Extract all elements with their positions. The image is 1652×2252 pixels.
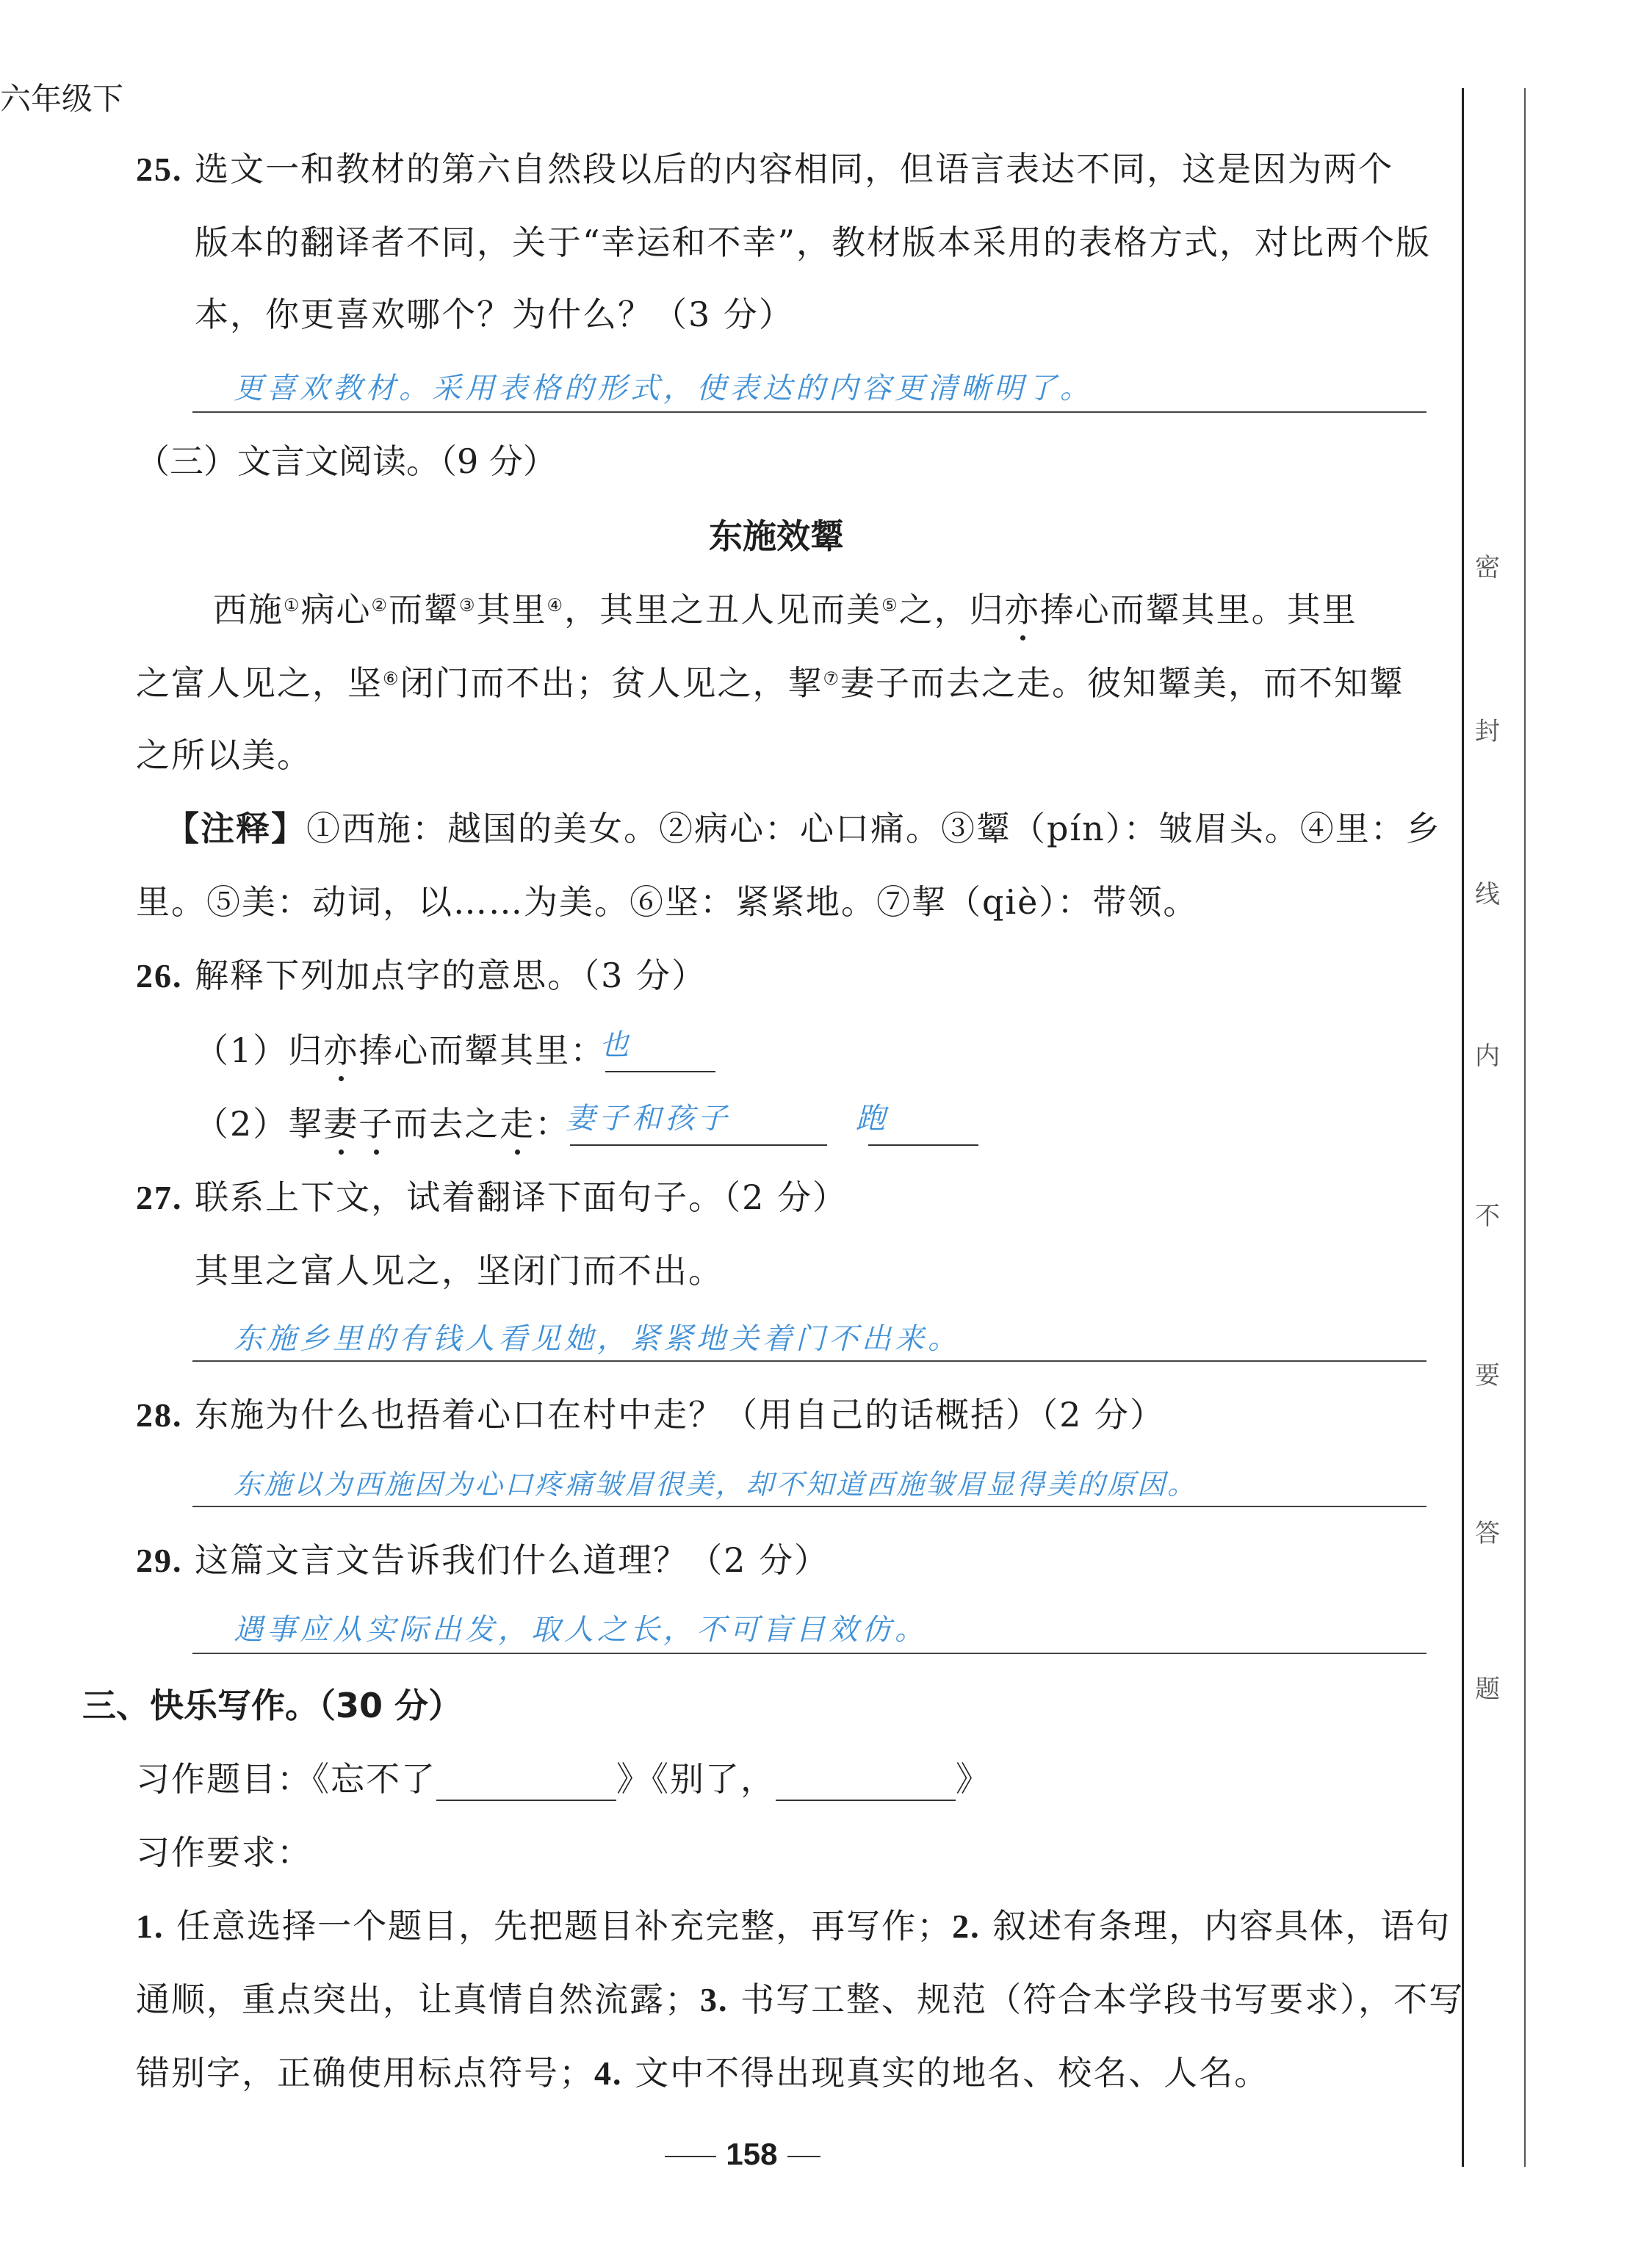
header-grade: 六年级下 xyxy=(0,81,124,117)
q25-line2: 版本的翻译者不同，关于“幸运和不幸”，教材版本采用的表格方式，对比两个版 xyxy=(195,223,1432,262)
seal-line-right xyxy=(1524,88,1526,2167)
writing-req-line1: 1. 任意选择一个题目，先把题目补充完整，再写作；2. 叙述有条理，内容具体，语句 xyxy=(136,1906,1451,1946)
margin-char-8: 题 xyxy=(1475,1675,1500,1704)
q26-number: 26. xyxy=(136,957,183,995)
q29-answer-line xyxy=(192,1653,1426,1654)
q27-answer: 东施乡里的有钱人看见她，紧紧地关着门不出来。 xyxy=(234,1322,961,1356)
passage-line3: 之所以美。 xyxy=(136,735,312,775)
writing-req-line3: 错别字，正确使用标点符号；4. 文中不得出现真实的地名、校名、人名。 xyxy=(136,2053,1270,2093)
margin-char-4: 内 xyxy=(1475,1042,1500,1071)
margin-char-5: 不 xyxy=(1475,1202,1500,1231)
notes-label: 【注释】 xyxy=(165,809,306,848)
q25-number: 25. xyxy=(136,151,183,188)
q26-answer2: 妻子和孩子 xyxy=(566,1102,731,1136)
q27-number: 27. xyxy=(136,1179,183,1216)
page-number xyxy=(665,2134,820,2175)
page-number-dash-left xyxy=(665,2156,716,2157)
passage-line1: 西施①病心②而颦③其里④，其里之丑人见而美⑤之，归亦捧心而颦其里。其里 xyxy=(213,588,1357,632)
writing-topics: 习作题目：《忘不了 》《别了， 》 xyxy=(136,1757,991,1801)
margin-char-3: 线 xyxy=(1475,880,1500,909)
q25-line3: 本，你更喜欢哪个？为什么？（3 分） xyxy=(195,295,794,334)
q25-answer: 更喜欢教材。采用表格的形式，使表达的内容更清晰明了。 xyxy=(234,372,1093,405)
writing-req-line2: 通顺，重点突出，让真情自然流露；3. 书写工整、规范（符合本学段书写要求），不写 xyxy=(136,1979,1465,2019)
passage-title: 东施效颦 xyxy=(709,516,844,556)
q26-item1: （1）归亦捧心而颦其里： xyxy=(195,1027,715,1072)
emphasis-dot-char: 亦 xyxy=(1005,588,1040,632)
topic2-blank[interactable] xyxy=(776,1758,956,1801)
q26-answer3: 跑 xyxy=(856,1102,889,1136)
margin-char-1: 密 xyxy=(1475,553,1500,582)
margin-char-6: 要 xyxy=(1475,1361,1500,1390)
q28-answer-line xyxy=(192,1506,1426,1507)
topic1-blank[interactable] xyxy=(436,1758,616,1801)
q25-answer-line xyxy=(192,411,1426,413)
margin-char-7: 答 xyxy=(1475,1519,1500,1548)
section3-heading: （三）文言文阅读。（9 分） xyxy=(136,441,557,481)
q26-answer1: 也 xyxy=(599,1028,632,1062)
q29-answer: 遇事应从实际出发，取人之长，不可盲目效仿。 xyxy=(234,1613,928,1647)
q28-number: 28. xyxy=(136,1396,183,1434)
page-number-value: 158 xyxy=(726,2137,778,2171)
q27-sentence: 其里之富人见之，坚闭门而不出。 xyxy=(195,1251,724,1291)
q28-answer: 东施以为西施因为心口疼痛皱眉很美，却不知道西施皱眉显得美的原因。 xyxy=(234,1468,1198,1501)
passage-line2: 之富人见之，坚⑥闭门而不出；贫人见之，挈⑦妻子而去之走。彼知颦美，而不知颦 xyxy=(136,663,1405,703)
page-number-dash-right xyxy=(787,2156,820,2157)
notes-line1: 【注释】①西施：越国的美女。②病心：心口痛。③颦（pín）：皱眉头。④里：乡 xyxy=(165,809,1441,848)
q26-item2: （2）挈妻子而去之走： xyxy=(195,1100,978,1146)
q27-answer-line xyxy=(192,1360,1426,1362)
q29-number: 29. xyxy=(136,1542,183,1579)
writing-heading: 三、快乐写作。（30 分） xyxy=(82,1686,463,1725)
q25-line1: 25. 选文一和教材的第六自然段以后的内容相同，但语言表达不同，这是因为两个 xyxy=(136,149,1394,189)
writing-req-label: 习作要求： xyxy=(136,1833,312,1872)
notes-line2: 里。⑤美：动词，以……为美。⑥坚：紧紧地。⑦挈（qiè）：带领。 xyxy=(136,882,1199,922)
margin-char-2: 封 xyxy=(1475,717,1500,746)
seal-line-left xyxy=(1462,88,1464,2167)
